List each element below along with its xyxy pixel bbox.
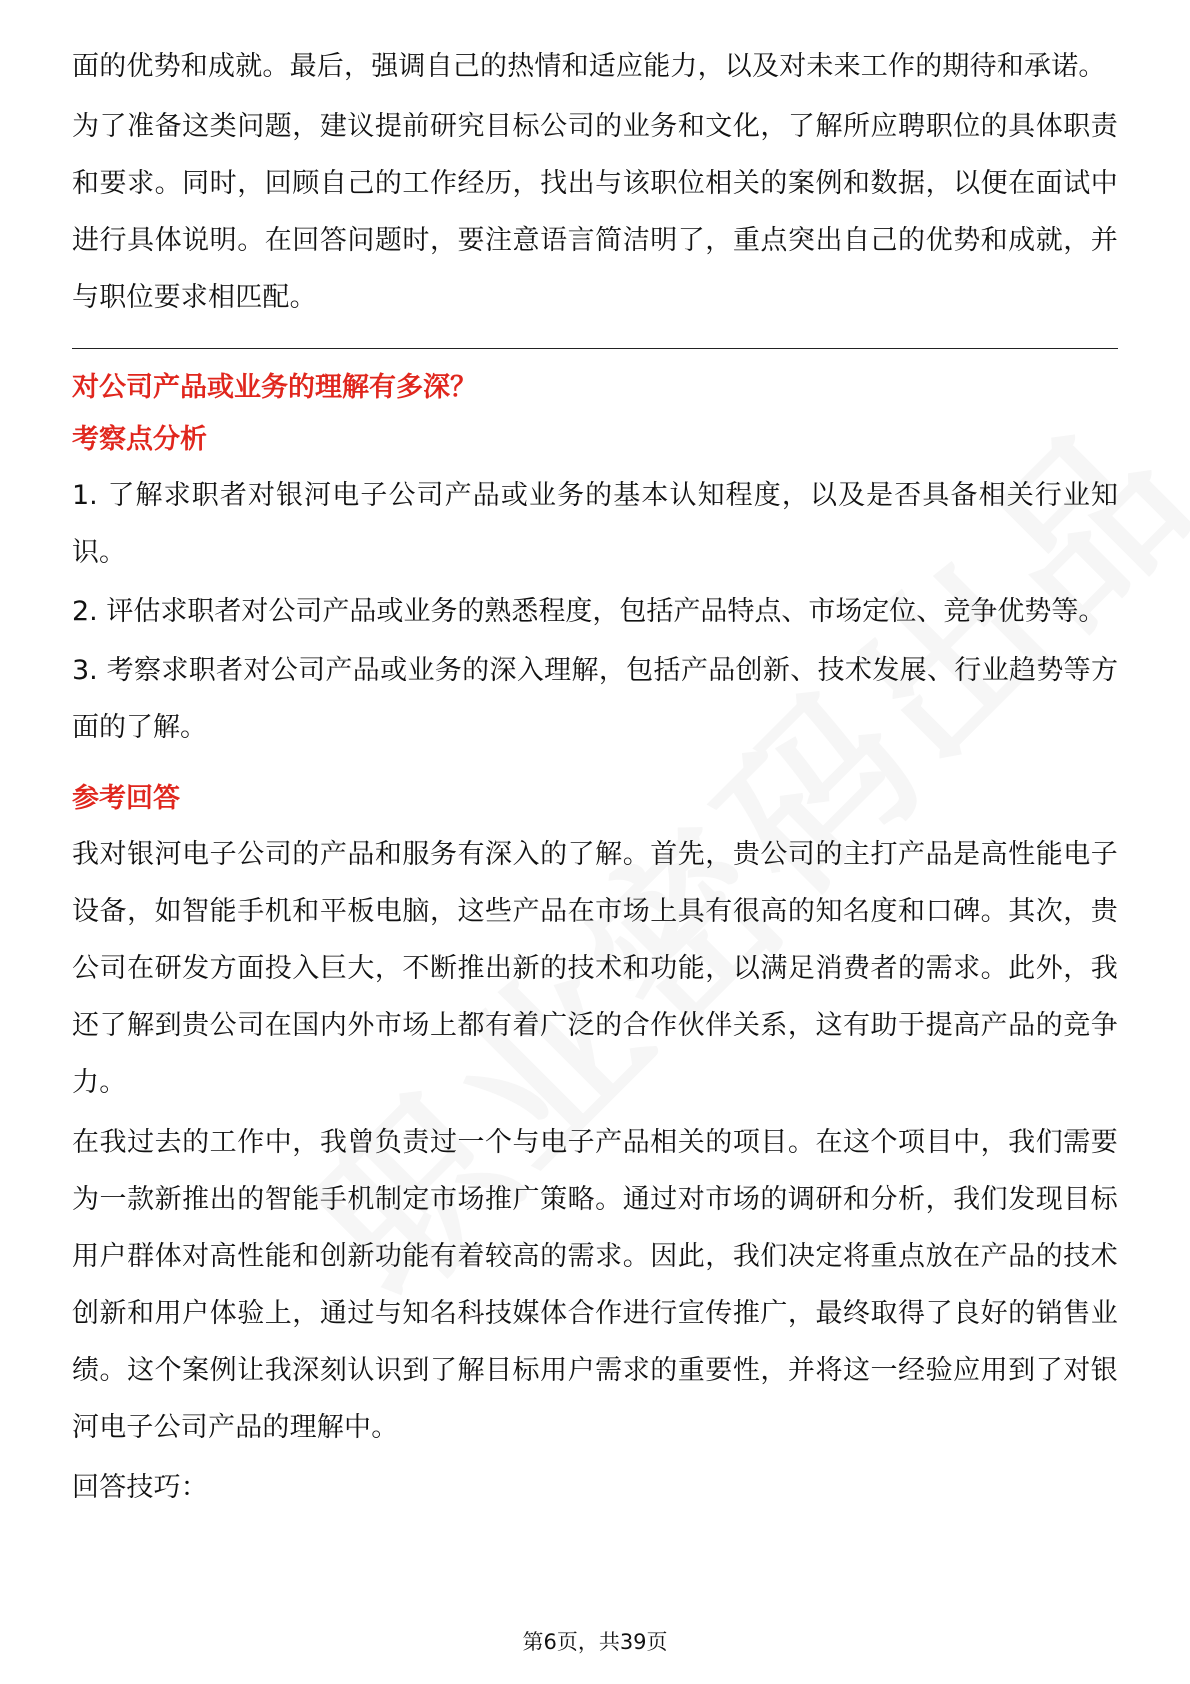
tips-label: 回答技巧： — [72, 1472, 208, 1503]
question-title: 对公司产品或业务的理解有多深？ — [72, 372, 477, 403]
page-number: 第6页，共39页 — [522, 1630, 668, 1654]
document-page — [72, 38, 1118, 1516]
answer-paragraph-2: 在我过去的工作中，我曾负责过一个与电子产品相关的项目。在这个项目中，我们需要为一款新推出的智能手机制定市场推广策略。通过对市场的调研和分析，我们发现目标用户群体对高性能和创新功能有着较高的需求。因此，我们决定将重点放在产品的技术创新和用户体验上，通过与知名科技媒体合作进行宣传推广，最终取得了良好的销售业绩。这个案例让我深刻认识到了解目标用户需求的重要性，并将这一经验应用到了对银河电子公司产品的理解中。 — [72, 1127, 1118, 1443]
answer-paragraph-1: 我对银河电子公司的产品和服务有深入的了解。首先，贵公司的主打产品是高性能电子设备，如智能手机和平板电脑，这些产品在市场上具有很高的知名度和口碑。其次，贵公司在研发方面投入巨大，不断推出新的技术和功能，以满足消费者的需求。此外，我还了解到贵公司在国内外市场上都有着广泛的合作伙伴关系，这有助于提高产品的竞争力。 — [72, 839, 1118, 1098]
analysis-item-1: 1. 了解求职者对银河电子公司产品或业务的基本认知程度，以及是否具备相关行业知识。 — [72, 480, 1118, 568]
analysis-item-2: 2. 评估求职者对公司产品或业务的熟悉程度，包括产品特点、市场定位、竞争优势等。 — [72, 596, 1106, 627]
answer-heading: 参考回答 — [72, 783, 180, 814]
intro-paragraph-1: 面的优势和成就。最后，强调自己的热情和适应能力，以及对未来工作的期待和承诺。 — [72, 51, 1106, 82]
section-divider — [72, 348, 1118, 349]
analysis-heading: 考察点分析 — [72, 424, 207, 455]
analysis-item-3: 3. 考察求职者对公司产品或业务的深入理解，包括产品创新、技术发展、行业趋势等方面的了解。 — [72, 655, 1118, 743]
intro-paragraph-2: 为了准备这类问题，建议提前研究目标公司的业务和文化，了解所应聘职位的具体职责和要求。同时，回顾自己的工作经历，找出与该职位相关的案例和数据，以便在面试中进行具体说明。在回答问题时，要注意语言简洁明了，重点突出自己的优势和成就，并与职位要求相匹配。 — [72, 111, 1118, 313]
